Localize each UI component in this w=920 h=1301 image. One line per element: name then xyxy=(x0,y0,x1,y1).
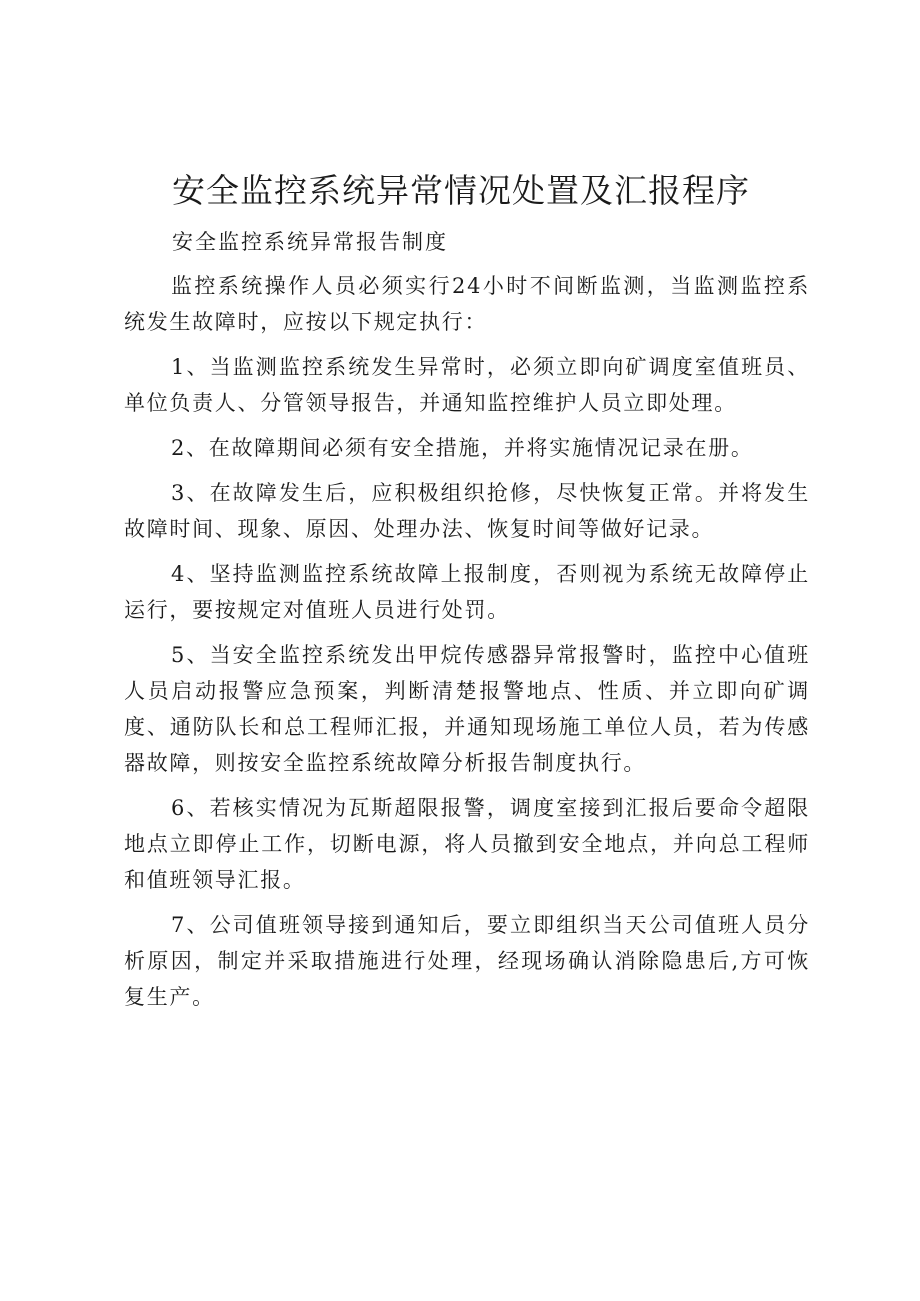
document-title: 安全监控系统异常情况处置及汇报程序 xyxy=(172,171,750,210)
rule-paragraph-1: 1、当监测监控系统发生异常时，必须立即向矿调度室值班员、单位负责人、分管领导报告，并通知监控维护人员立即处理。 xyxy=(124,355,810,415)
document-subtitle: 安全监控系统异常报告制度 xyxy=(172,230,448,254)
rule-paragraph-6: 6、若核实情况为瓦斯超限报警，调度室接到汇报后要命令超限地点立即停止工作，切断电源，将人员撤到安全地点，并向总工程师和值班领导汇报。 xyxy=(124,796,810,892)
document-body xyxy=(124,268,810,1024)
rule-paragraph-4: 4、坚持监测监控系统故障上报制度，否则视为系统无故障停止运行，要按规定对值班人员进行处罚。 xyxy=(124,562,810,622)
intro-paragraph: 监控系统操作人员必须实行24小时不间断监测，当监测监控系统发生故障时，应按以下规定执行： xyxy=(124,274,810,334)
rule-paragraph-5: 5、当安全监控系统发出甲烷传感器异常报警时，监控中心值班人员启动报警应急预案，判断清楚报警地点、性质、并立即向矿调度、通防队长和总工程师汇报，并通知现场施工单位人员，若为传感器故障，则按安全监控系统故障分析报告制度执行。 xyxy=(124,643,810,775)
rule-paragraph-3: 3、在故障发生后，应积极组织抢修，尽快恢复正常。并将发生故障时间、现象、原因、处理办法、恢复时间等做好记录。 xyxy=(124,481,810,541)
rule-paragraph-2: 2、在故障期间必须有安全措施，并将实施情况记录在册。 xyxy=(171,436,754,460)
rule-paragraph-7: 7、公司值班领导接到通知后，要立即组织当天公司值班人员分析原因，制定并采取措施进行处理，经现场确认消除隐患后,方可恢复生产。 xyxy=(124,913,810,1009)
